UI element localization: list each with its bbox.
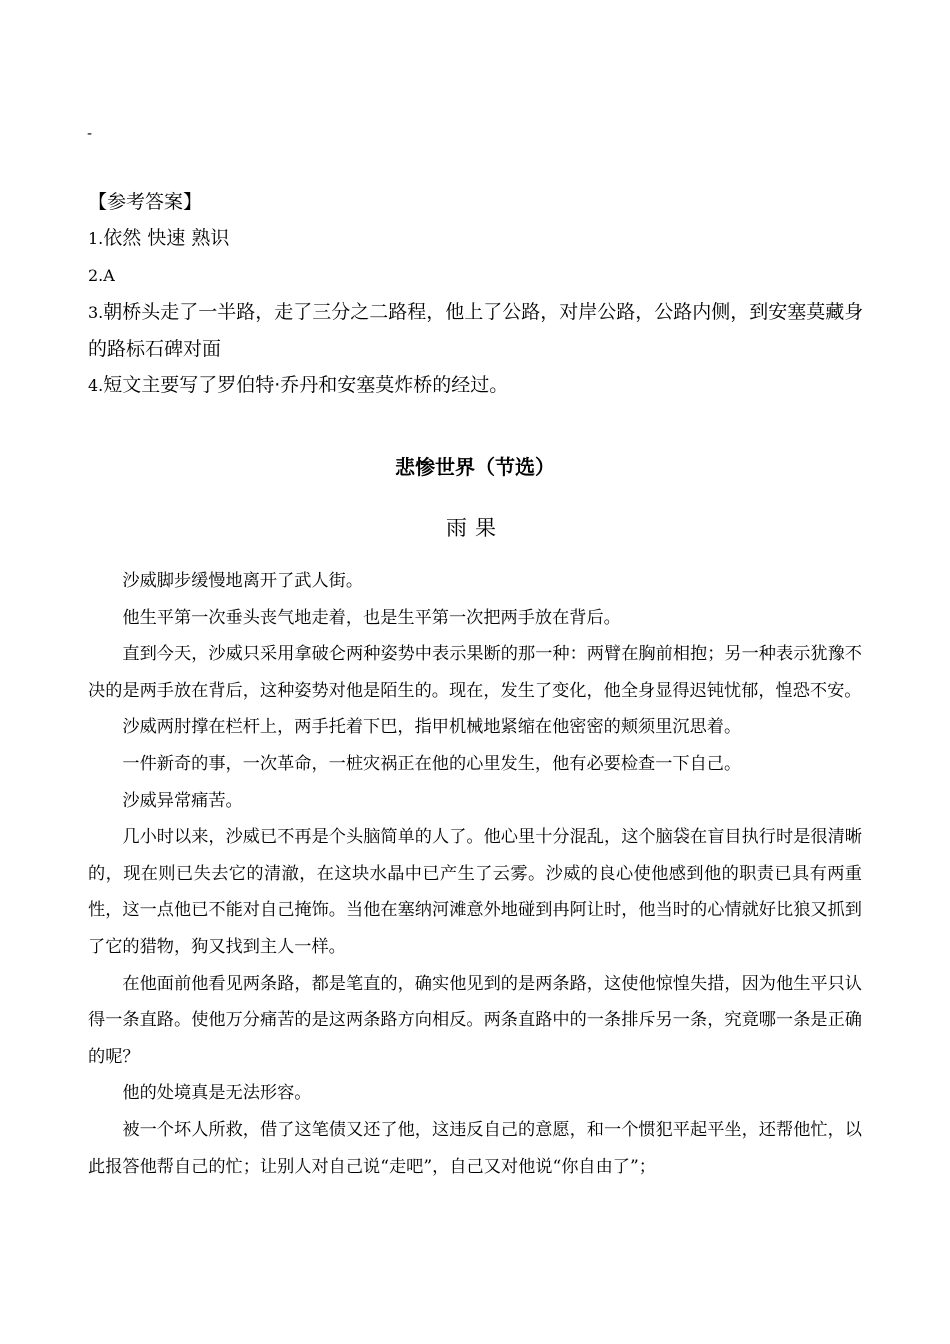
paragraph: 直到今天，沙威只采用拿破仑两种姿势中表示果断的那一种：两臂在胸前相抱；另一种表示犹豫不决的是两手放在背后，这种姿势对他是陌生的。现在，发生了变化，他全身显得迟钝忧郁，惶恐不安。 xyxy=(88,644,862,701)
answer-text: A xyxy=(103,266,115,285)
paragraph: 几小时以来，沙威已不再是个头脑简单的人了。他心里十分混乱，这个脑袋在盲目执行时是很清晰的，现在则已失去它的清澈，在这块水晶中已产生了云雾。沙威的良心使他感到他的职责已具有两重性，这一点他已不能对自己掩饰。当他在塞纳河滩意外地碰到冉阿让时，他当时的心情就好比狼又抓到了它的猎物，狗又找到主人一样。 xyxy=(88,827,862,957)
paragraph: 他的处境真是无法形容。 xyxy=(122,1083,312,1104)
answer-item-2 xyxy=(88,257,868,294)
answer-item-3 xyxy=(88,294,868,367)
paragraph: 他生平第一次垂头丧气地走着，也是生平第一次把两手放在背后。 xyxy=(122,607,621,628)
answer-number: 2. xyxy=(88,266,104,285)
paragraph: 一件新奇的事，一次革命，一桩灾祸正在他的心里发生，他有必要检查一下自己。 xyxy=(122,753,742,774)
answer-text: 依然 快速 熟识 xyxy=(103,227,230,249)
answer-item-4 xyxy=(88,367,868,404)
header-mark: - xyxy=(87,126,93,142)
paragraph: 被一个坏人所救，借了这笔债又还了他，这违反自己的意愿，和一个惯犯平起平坐，还帮他忙，以此报答他帮自己的忙；让别人对自己说“走吧”，自己又对他说“你自由了”； xyxy=(88,1119,862,1177)
paragraph: 在他面前他看见两条路，都是笔直的，确实他见到的是两条路，这使他惊惶失措，因为他生平只认得一条直路。使他万分痛苦的是这两条路方向相反。两条直路中的一条排斥另一条，究竟哪一条是正确的呢？ xyxy=(88,973,862,1067)
answer-number: 4. xyxy=(88,376,104,395)
article-author: 雨果 xyxy=(446,516,504,540)
paragraph: 沙威异常痛苦。 xyxy=(122,790,243,811)
answer-number: 1. xyxy=(88,229,104,248)
article-title: 悲惨世界（节选） xyxy=(395,455,555,479)
paragraph: 沙威脚步缓慢地离开了武人街。 xyxy=(122,571,364,591)
article-body xyxy=(88,563,862,1185)
answer-number: 3. xyxy=(88,303,104,322)
answer-text: 短文主要写了罗伯特·乔丹和安塞莫炸桥的经过。 xyxy=(103,374,509,396)
answer-item-1 xyxy=(88,220,868,257)
paragraph: 沙威两肘撑在栏杆上，两手托着下巴，指甲机械地紧缩在他密密的颊须里沉思着。 xyxy=(122,717,742,738)
answer-heading: 【参考答案】 xyxy=(88,191,203,213)
answer-text: 朝桥头走了一半路，走了三分之二路程，他上了公路，对岸公路，公路内侧，到安塞莫藏身的路标石碑对面 xyxy=(88,301,864,360)
answer-section xyxy=(88,184,868,404)
